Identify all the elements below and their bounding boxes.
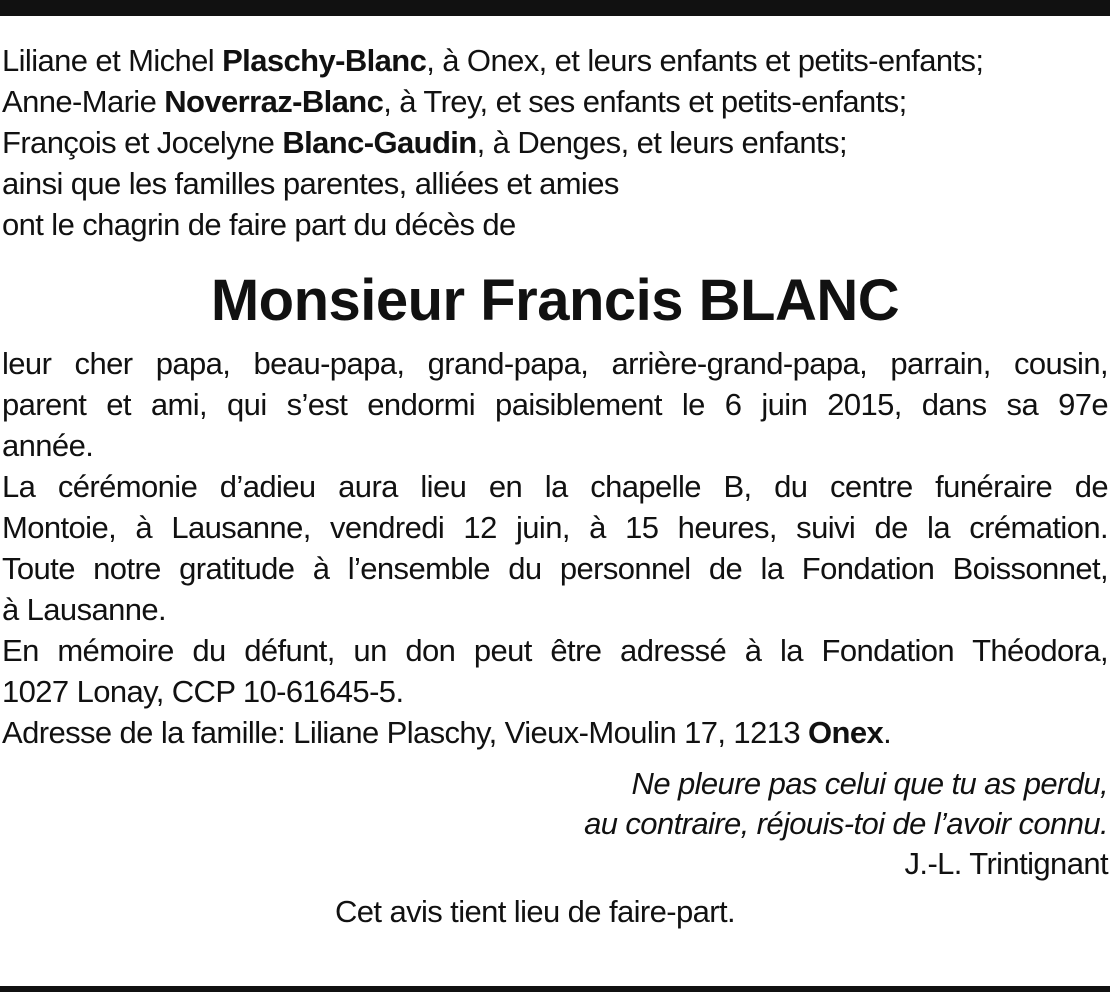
intro-text: , à Trey, et ses enfants et petits-enfants; bbox=[383, 84, 907, 119]
body-line: En mémoire du défunt, un don peut être adressé à la Fondation Théodora, bbox=[2, 633, 1108, 668]
family-address bbox=[2, 712, 1108, 753]
intro-text: , à Onex, et leurs enfants et petits-enfants; bbox=[426, 43, 984, 78]
family-name: Plaschy-Blanc bbox=[222, 43, 427, 78]
address-text: Adresse de la famille: Liliane Plaschy, Vieux-Moulin 17, 1213 bbox=[2, 715, 809, 750]
body-line: La cérémonie d’adieu aura lieu en la chapelle B, du centre funéraire de bbox=[2, 469, 1108, 504]
family-name: Blanc-Gaudin bbox=[282, 125, 477, 160]
intro-text: , à Denges, et leurs enfants; bbox=[476, 125, 847, 160]
body-line: 1027 Lonay, CCP 10-61645-5. bbox=[2, 674, 404, 709]
intro-text: Liliane et Michel bbox=[2, 43, 223, 78]
body-line: Toute notre gratitude à l’ensemble du personnel de la Fondation Boissonnet, bbox=[2, 551, 1108, 586]
intro-line-2 bbox=[2, 81, 1108, 122]
intro-line-1 bbox=[2, 40, 1108, 81]
intro-text: François et Jocelyne bbox=[2, 125, 283, 160]
body-line: année. bbox=[2, 428, 94, 463]
obituary-notice bbox=[2, 40, 1108, 935]
body-line: à Lausanne. bbox=[2, 592, 167, 627]
intro-text: Anne-Marie bbox=[2, 84, 165, 119]
epitaph-quote bbox=[2, 763, 1108, 889]
quote-line-2: au contraire, réjouis-toi de l’avoir connu. bbox=[584, 806, 1108, 841]
top-rule bbox=[0, 0, 1110, 16]
quote-author: J.-L. Trintignant bbox=[904, 846, 1108, 881]
bottom-rule bbox=[0, 986, 1110, 992]
family-name: Noverraz-Blanc bbox=[164, 84, 384, 119]
intro-line-4: ainsi que les familles parentes, alliées et amies bbox=[2, 166, 619, 201]
quote-line-1: Ne pleure pas celui que tu as perdu, bbox=[631, 766, 1108, 801]
address-text: . bbox=[883, 715, 892, 750]
body-line: Montoie, à Lausanne, vendredi 12 juin, à 15 heures, suivi de la crémation. bbox=[2, 510, 1108, 545]
deceased-name: Monsieur Francis BLANC bbox=[210, 268, 900, 333]
body-line: parent et ami, qui s’est endormi paisiblement le 6 juin 2015, dans sa 97e bbox=[2, 387, 1108, 422]
address-city: Onex bbox=[808, 715, 884, 750]
intro-line-3 bbox=[2, 122, 1108, 163]
closing-notice: Cet avis tient lieu de faire-part. bbox=[334, 894, 736, 929]
body-line: leur cher papa, beau-papa, grand-papa, arrière-grand-papa, parrain, cousin, bbox=[2, 346, 1108, 381]
intro-line-5: ont le chagrin de faire part du décès de bbox=[2, 207, 516, 242]
